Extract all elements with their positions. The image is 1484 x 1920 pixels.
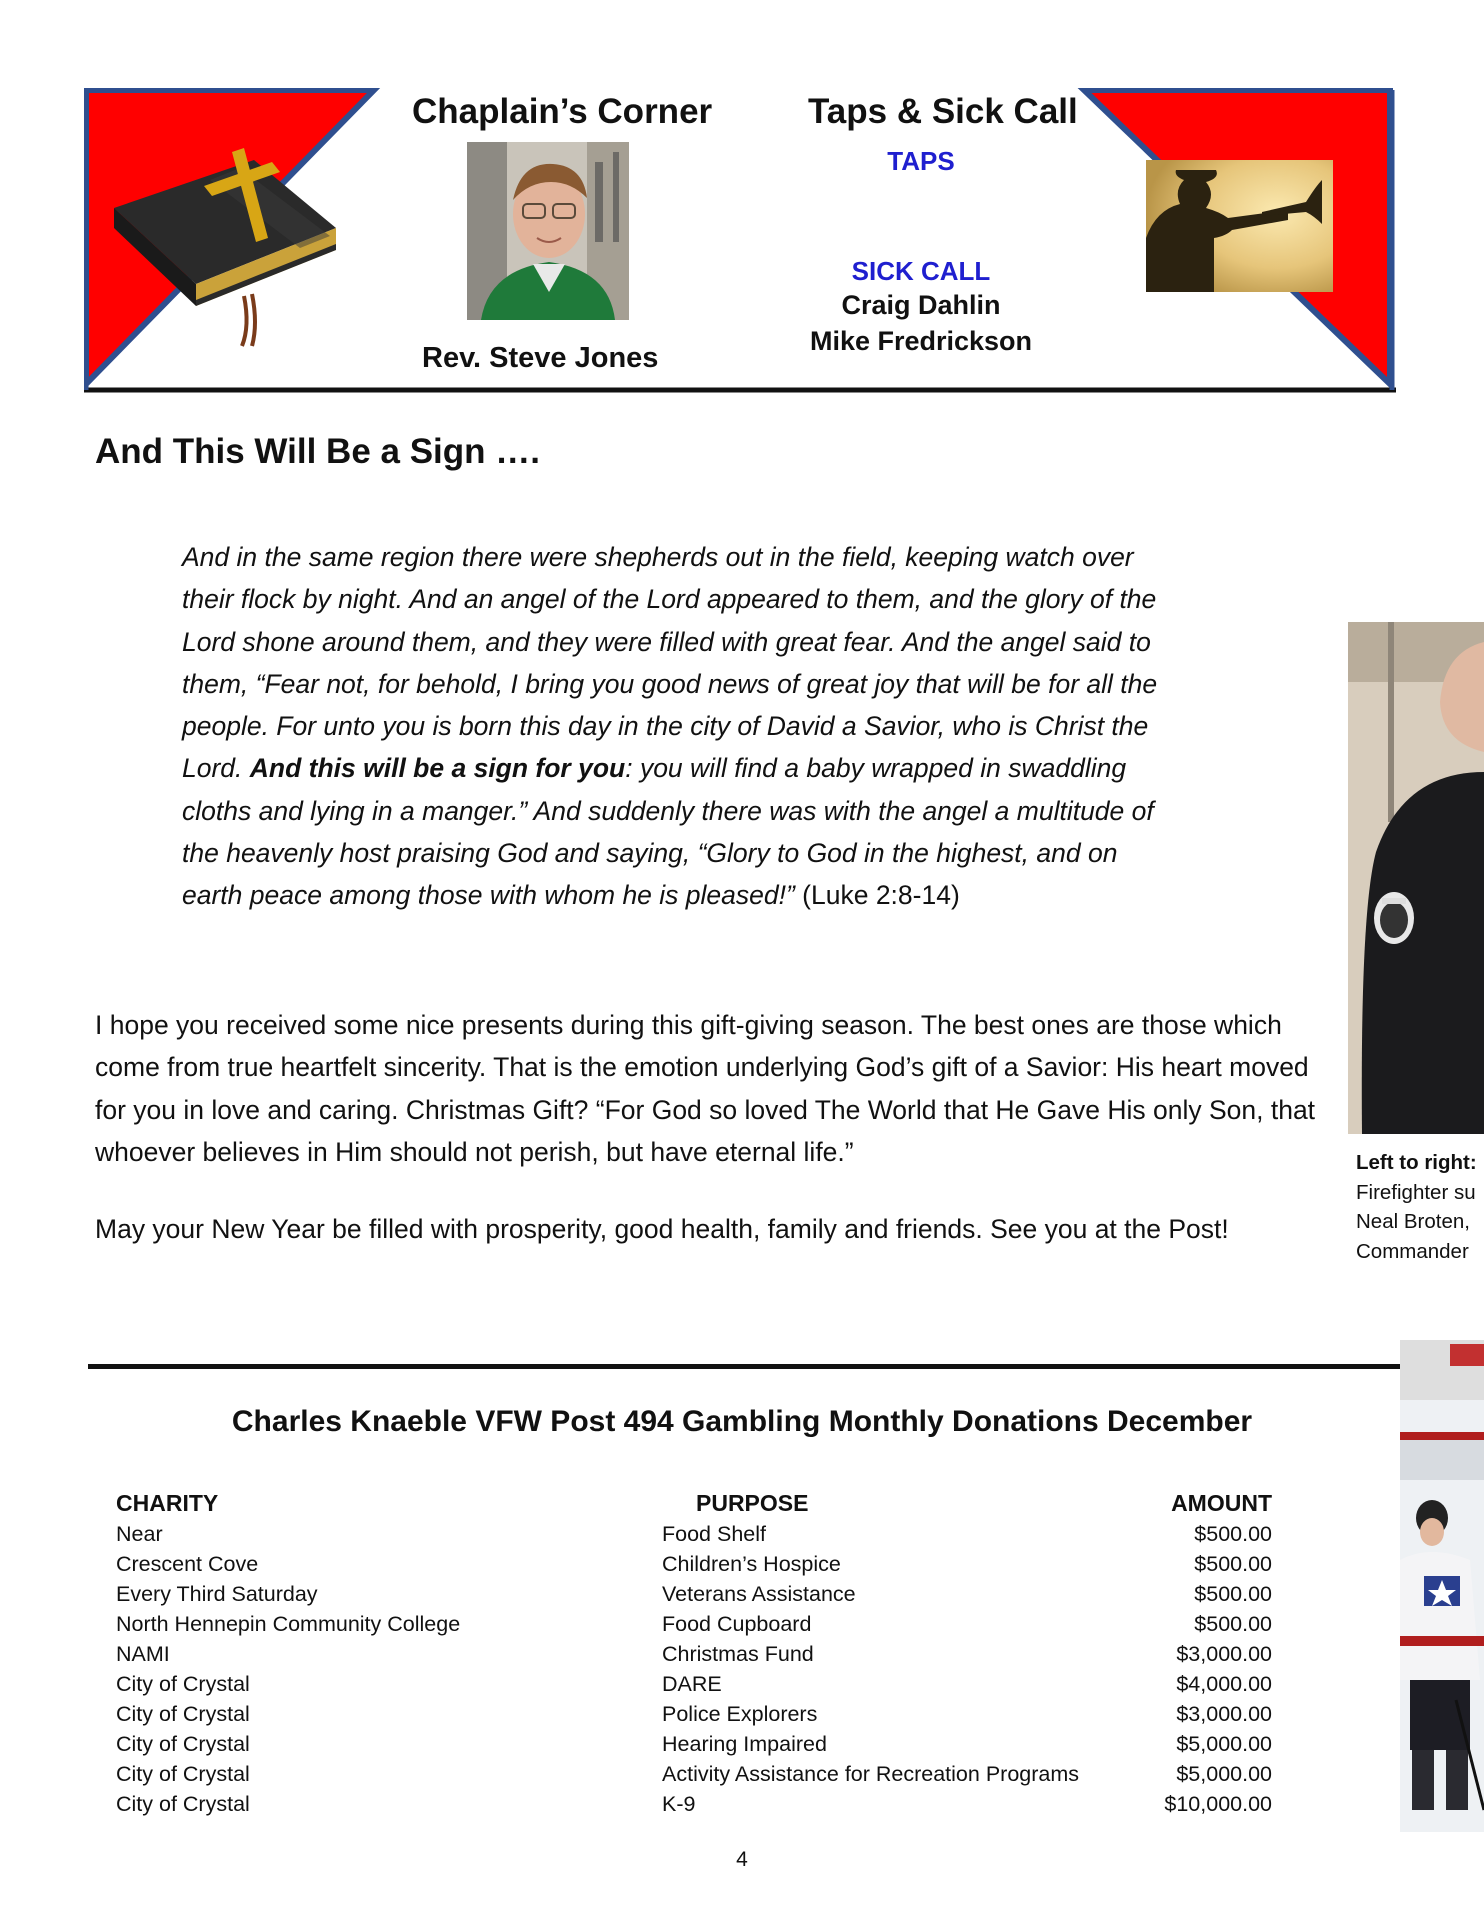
scripture-reference: (Luke 2:8-14) (802, 880, 960, 911)
page-number: 4 (736, 1848, 748, 1871)
purpose-cell: K-9 (662, 1792, 696, 1816)
charity-cell: City of Crystal (116, 1672, 250, 1696)
scripture-text: And in the same region there were shepherds out in the field, keeping watch over their flock by night. And an angel of the Lord appeared to them, and the glory of the Lord shone around them, and they were filled with great fear. And the angel said to them, “Fear not, for behold, I bring you good news of great joy that will be for all the people. For unto you is born this day in the city of David a Savior, who is Christ the Lord. (182, 542, 1158, 784)
charity-cell: Every Third Saturday (116, 1582, 318, 1606)
amount-cell: $3,000.00 (1176, 1702, 1272, 1726)
sick-call-name: Craig Dahlin (841, 290, 1001, 320)
table-header-row (116, 1490, 1272, 1520)
table-row (116, 1642, 1272, 1672)
amount-cell: $5,000.00 (1176, 1732, 1272, 1756)
purpose-cell: Food Shelf (662, 1522, 766, 1546)
charity-cell: City of Crystal (116, 1792, 250, 1816)
table-row (116, 1762, 1272, 1792)
amount-cell: $500.00 (1194, 1552, 1272, 1576)
purpose-cell: Christmas Fund (662, 1642, 814, 1666)
table-row (116, 1672, 1272, 1702)
purpose-cell: DARE (662, 1672, 722, 1696)
charity-cell: Crescent Cove (116, 1552, 259, 1576)
bugler-silhouette-image (1146, 160, 1333, 292)
purpose-cell: Hearing Impaired (662, 1732, 827, 1756)
column-header-purpose: PURPOSE (696, 1490, 809, 1516)
table-row (116, 1612, 1272, 1642)
sick-call-name: Mike Fredrickson (809, 326, 1033, 356)
table-row (116, 1792, 1272, 1822)
caption-line: Neal Broten, (1356, 1210, 1470, 1233)
charity-cell: Near (116, 1522, 163, 1546)
charity-cell: NAMI (116, 1642, 170, 1666)
charity-cell: City of Crystal (116, 1702, 250, 1726)
charity-cell: City of Crystal (116, 1732, 250, 1756)
article-paragraph: I hope you received some nice presents during this gift-giving season. The best ones are those which come from true heartfelt sincerity. That is the emotion underlying God’s gift of a Savior: His heart moved for you in love and caring. Christmas Gift? “For God so loved The World that He Gave His only Son, that whoever believes in Him should not perish, but have eternal life.” (95, 1010, 1316, 1167)
table-row (116, 1732, 1272, 1762)
purpose-cell: Veterans Assistance (662, 1582, 856, 1606)
column-header-charity: CHARITY (116, 1490, 219, 1516)
column-header-amount: AMOUNT (1171, 1490, 1272, 1516)
commander-photo (1348, 622, 1484, 1134)
amount-cell: $500.00 (1194, 1522, 1272, 1546)
article-paragraph: May your New Year be filled with prosperity, good health, family and friends. See you at the Post! (95, 1214, 1229, 1244)
taps-label: TAPS (887, 146, 955, 176)
purpose-cell: Police Explorers (662, 1702, 818, 1726)
amount-cell: $500.00 (1194, 1582, 1272, 1606)
amount-cell: $4,000.00 (1176, 1672, 1272, 1696)
chaplain-taps-banner (84, 88, 1396, 394)
scripture-emphasis: And this will be a sign for you (249, 753, 626, 784)
table-row (116, 1702, 1272, 1732)
charity-cell: City of Crystal (116, 1762, 250, 1786)
taps-sick-call-title: Taps & Sick Call (808, 92, 1078, 131)
table-row (116, 1582, 1272, 1612)
charity-cell: North Hennepin Community College (116, 1612, 461, 1636)
table-row (116, 1552, 1272, 1582)
scripture-quote (182, 536, 1162, 917)
photo-caption (1356, 1148, 1484, 1266)
amount-cell: $500.00 (1194, 1612, 1272, 1636)
sick-call-label: SICK CALL (851, 256, 991, 286)
purpose-cell: Children’s Hospice (662, 1552, 841, 1576)
scripture-text: : you will find a baby wrapped in swaddling cloths and lying in a manger.” And suddenly there was with the angel a multitude of the heavenly host praising God and saying, “Glory to God in the highest, and on earth peace among those with whom he is pleased!” (182, 753, 1154, 911)
section-divider (88, 1364, 1400, 1369)
donations-title: Charles Knaeble VFW Post 494 Gambling Monthly Donations December (231, 1405, 1253, 1438)
caption-line: Firefighter su (1356, 1180, 1476, 1204)
table-row (116, 1522, 1272, 1552)
chaplain-name: Rev. Steve Jones (422, 342, 659, 374)
amount-cell: $5,000.00 (1176, 1762, 1272, 1786)
amount-cell: $3,000.00 (1176, 1642, 1272, 1666)
chaplain-portrait-image (467, 142, 629, 320)
purpose-cell: Food Cupboard (662, 1612, 812, 1636)
purpose-cell: Activity Assistance for Recreation Programs (662, 1762, 1080, 1786)
caption-heading: Left to right: (1356, 1151, 1477, 1174)
amount-cell: $10,000.00 (1164, 1792, 1272, 1816)
article-title: And This Will Be a Sign …. (95, 432, 540, 471)
chaplains-corner-title: Chaplain’s Corner (412, 92, 713, 131)
caption-line: Commander (1356, 1239, 1469, 1263)
